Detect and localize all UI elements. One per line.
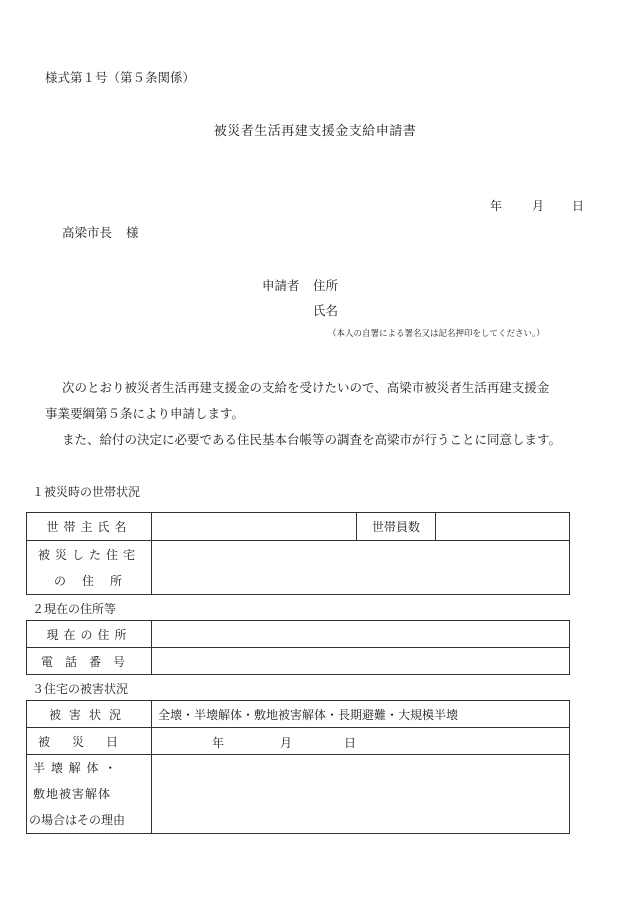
damage-date-field[interactable] bbox=[152, 728, 570, 755]
damage-options[interactable]: 全壊・半壊解体・敷地被害解体・長期避難・大規模半壊 bbox=[152, 701, 570, 728]
date-year-label: 年 bbox=[490, 199, 503, 213]
household-table bbox=[26, 512, 570, 595]
signature-note: （本人の自署による署名又は記名押印をしてください。） bbox=[328, 329, 545, 339]
reason-label-line-1: 半 壊 解 体 ・ bbox=[33, 761, 118, 775]
section-1-heading: １被災時の世帯状況 bbox=[32, 485, 141, 499]
demolition-reason-label bbox=[27, 755, 152, 834]
application-date bbox=[490, 197, 585, 213]
damage-status-label: 被害状況 bbox=[27, 701, 152, 728]
damaged-home-address-field[interactable] bbox=[152, 541, 570, 595]
body-line-1: 次のとおり被災者生活再建支援金の支給を受けたいので、高梁市被災者生活再建支援金 bbox=[62, 380, 550, 395]
damaged-home-address-label bbox=[27, 541, 152, 595]
reason-label-line-2: 敷地被害解体 bbox=[33, 787, 112, 801]
reason-label-line-3: の場合はその理由 bbox=[29, 813, 126, 827]
household-members-field[interactable] bbox=[436, 513, 570, 541]
applicant-address-label: 住所 bbox=[313, 278, 339, 293]
applicant-name-label: 氏名 bbox=[313, 303, 339, 318]
section-3-heading: ３住宅の被害状況 bbox=[32, 682, 129, 696]
demolition-reason-field[interactable] bbox=[152, 755, 570, 834]
damaged-home-label-line-2: の 住 所 bbox=[53, 573, 124, 588]
applicant-label: 申請者 bbox=[262, 278, 300, 293]
phone-number-label: 電話番号 bbox=[27, 648, 152, 675]
date-day-label: 日 bbox=[572, 199, 585, 213]
damage-date-label: 被災日 bbox=[27, 728, 152, 755]
household-members-label: 世帯員数 bbox=[357, 513, 436, 541]
form-number: 様式第１号（第５条関係） bbox=[45, 70, 196, 85]
addressee-name: 高梁市長 bbox=[62, 225, 113, 240]
addressee-honorific: 様 bbox=[126, 225, 139, 240]
damage-date-year: 年 bbox=[212, 736, 225, 750]
section-2-heading: ２現在の住所等 bbox=[32, 602, 117, 616]
damage-date-month: 月 bbox=[280, 736, 293, 750]
current-address-table bbox=[26, 620, 570, 675]
phone-number-field[interactable] bbox=[152, 648, 570, 675]
damaged-home-label-line-1: 被災した住宅 bbox=[37, 547, 140, 562]
damage-status-table bbox=[26, 700, 570, 834]
head-of-household-label: 世帯主氏名 bbox=[27, 513, 152, 541]
head-of-household-field[interactable] bbox=[152, 513, 357, 541]
form-title: 被災者生活再建支援金支給申請書 bbox=[213, 124, 417, 139]
addressee bbox=[62, 223, 139, 241]
body-line-2: 事業要綱第５条により申請します。 bbox=[45, 406, 245, 421]
body-line-3: また、給付の決定に必要である住民基本台帳等の調査を高梁市が行うことに同意します。 bbox=[62, 432, 562, 447]
date-month-label: 月 bbox=[532, 199, 545, 213]
current-address-label: 現在の住所 bbox=[27, 621, 152, 648]
damage-date-day: 日 bbox=[344, 736, 357, 750]
current-address-field[interactable] bbox=[152, 621, 570, 648]
